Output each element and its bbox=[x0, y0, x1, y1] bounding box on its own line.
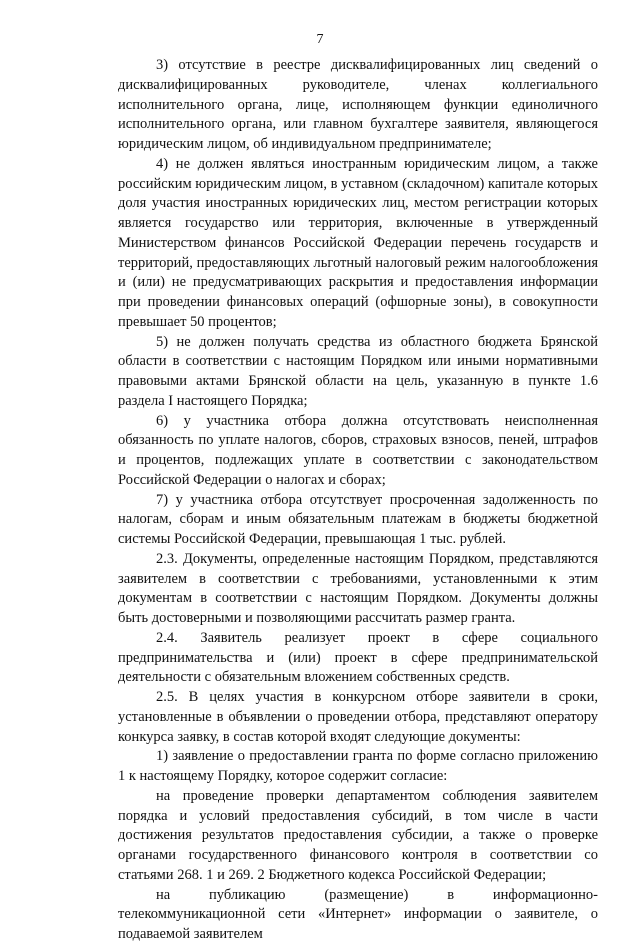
paragraph-consent-inspection: на проведение проверки департаментом соблюдения заявителем порядка и условий предоставления субсидий, в том числе в части достижения результатов предоставления субсидии, а также о проверке органами государственного финансового контроля в соответствии со статьями 268. 1 и 269. 2 Бюджетного кодекса Российской Федерации; bbox=[118, 787, 598, 883]
page-number: 7 bbox=[316, 32, 324, 47]
paragraph-item-5-regional-budget: 5) не должен получать средства из областного бюджета Брянской области в соответствии с настоящим Порядком или иными нормативными правовыми актами Брянской области на цель, указанную в пункте 1.6 раздела I настоящего Порядка; bbox=[118, 333, 598, 409]
paragraph-item-7-overdue-debt: 7) у участника отбора отсутствует просроченная задолженность по налогам, сборам и иным обязательным платежам в бюджеты бюджетной системы Российской Федерации, превышающая 1 тыс. рублей. bbox=[118, 491, 598, 547]
paragraph-2-5-application: 2.5. В целях участия в конкурсном отборе заявители в сроки, установленные в объявлении о проведении отбора, представляют оператору конкурса заявку, в состав которой входят следующие документы: bbox=[118, 689, 598, 745]
paragraph-item-6-tax-obligations: 6) у участника отбора должна отсутствовать неисполненная обязанность по уплате налогов, сборов, страховых взносов, пеней, штрафов и процентов, подлежащих уплате в соответствии с законодательством Российской Федерации о налогах и сборах; bbox=[118, 412, 598, 488]
paragraph-2-4-project: 2.4. Заявитель реализует проект в сфере социального предпринимательства и (или) проект в сфере предпринимательской деятельности с обязательным вложением собственных средств. bbox=[118, 629, 598, 686]
paragraph-item-3-disqualified-persons: 3) отсутствие в реестре дисквалифицированных лиц сведений о дисквалифицированных руководителе, членах коллегиального исполнительного органа, лице, исполняющем функции единоличного исполнительного органа, или главном бухгалтере заявителя, являющегося юридическим лицом, об индивидуальном предпринимателе; bbox=[118, 57, 598, 152]
paragraph-item-4-foreign-entity: 4) не должен являться иностранным юридическим лицом, а также российским юридическим лицом, в уставном (складочном) капитале которых доля участия иностранных юридических лиц, местом регистрации которых является государство или территория, включенные в утвержденный Министерством финансов Российской Федерации перечень государств и территорий, предоставляющих льготный налоговый режим налогообложения и (или) не предусматривающих раскрытия и предоставления информации при проведении финансовых операций (офшорные зоны), в совокупности превышает 50 процентов; bbox=[118, 155, 598, 330]
paragraph-application-form: 1) заявление о предоставлении гранта по форме согласно приложению 1 к настоящему Порядку, которое содержит согласие: bbox=[118, 748, 598, 784]
document-body bbox=[118, 56, 598, 945]
paragraph-2-3-documents: 2.3. Документы, определенные настоящим Порядком, представляются заявителем в соответствии с требованиями, установленными к этим документам в соответствии с настоящим Порядком. Документы должны быть достоверными и позволяющими рассчитать размер гранта. bbox=[118, 550, 598, 626]
paragraph-consent-publication: на публикацию (размещение) в информационно-телекоммуникационной сети «Интернет» информации о заявителе, о подаваемой заявителем bbox=[118, 886, 598, 942]
